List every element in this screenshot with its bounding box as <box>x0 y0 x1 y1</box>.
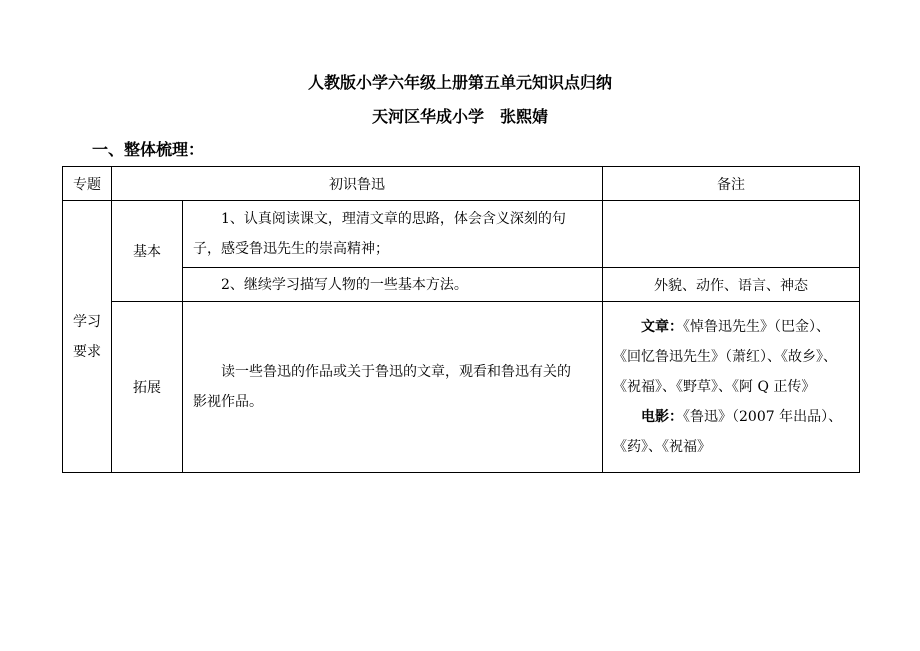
extend-content-line1: 读一些鲁迅的作品或关于鲁迅的文章，观看和鲁迅有关的 <box>221 364 571 380</box>
review-table <box>62 166 860 473</box>
header-row <box>63 167 860 201</box>
basic-label: 基本 <box>112 201 183 302</box>
header-content: 初识鲁迅 <box>112 167 603 201</box>
basic-item2-text: 2、继续学习描写人物的一些基本方法。 <box>221 276 468 293</box>
films-text-1: 《鲁迅》（2007 年出品）、 <box>683 409 843 425</box>
header-topic: 专题 <box>63 167 112 201</box>
basic-item2 <box>183 268 603 302</box>
group-label-cell <box>63 201 112 473</box>
extend-label: 拓展 <box>112 302 183 473</box>
films-line2: 《药》、《祝福》 <box>613 439 711 455</box>
group-label-line2: 要求 <box>73 343 101 360</box>
articles-line1 <box>613 312 853 342</box>
table-row <box>63 268 860 302</box>
doc-title: 人教版小学六年级上册第五单元知识点归纳 <box>307 73 612 92</box>
basic-item1 <box>183 201 603 268</box>
basic-item1-line1: 1、认真阅读课文，理清文章的思路，体会含义深刻的句 <box>221 211 566 227</box>
articles-line3: 《祝福》、《野草》、《阿 Q 正传》 <box>613 379 816 395</box>
films-line1 <box>613 402 853 432</box>
group-label-line1: 学习 <box>73 313 101 330</box>
articles-label: 文章： <box>641 319 683 335</box>
doc-subtitle: 天河区华成小学 张熙婧 <box>371 107 548 126</box>
basic-item2-note: 外貌、动作、语言、神态 <box>603 268 860 302</box>
articles-text-1: 《悼鲁迅先生》（巴金）、 <box>683 319 830 335</box>
films-label: 电影： <box>641 409 683 425</box>
extend-content <box>183 302 603 473</box>
articles-line2: 《回忆鲁迅先生》（萧红）、《故乡》、 <box>613 349 837 365</box>
basic-item1-line2: 子，感受鲁迅先生的崇高精神； <box>193 241 389 257</box>
extend-content-line2: 影视作品。 <box>193 394 263 410</box>
extend-notes <box>603 302 860 473</box>
table-row <box>63 201 860 268</box>
table-row <box>63 302 860 473</box>
section-heading: 一、整体梳理： <box>92 140 205 159</box>
header-notes: 备注 <box>603 167 860 201</box>
basic-item1-note <box>603 201 860 268</box>
